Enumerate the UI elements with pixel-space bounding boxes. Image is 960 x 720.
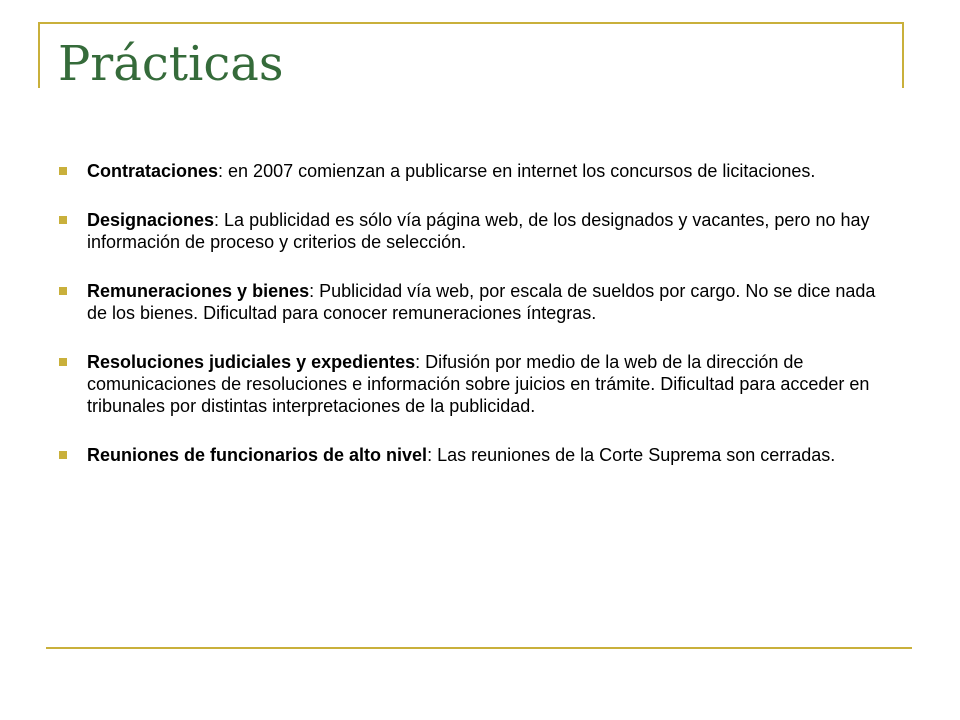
- bullet-term: Resoluciones judiciales y expedientes: [87, 352, 416, 372]
- slide-title: Prácticas: [58, 36, 284, 92]
- frame-bottom-line: [46, 647, 912, 649]
- square-bullet-icon: [59, 167, 67, 175]
- square-bullet-icon: [59, 451, 67, 459]
- bullet-text: : en 2007 comienzan a publicarse en internet los concursos de licitaciones.: [218, 161, 816, 181]
- bullet-item-designaciones: [59, 209, 899, 253]
- bullet-item-remuneraciones: [59, 280, 899, 324]
- bullet-item-reuniones: [59, 444, 899, 466]
- frame-top-line: [38, 22, 904, 24]
- bullet-text: : Las reuniones de la Corte Suprema son cerradas.: [427, 445, 836, 465]
- bullet-list: [59, 160, 899, 493]
- bullet-text: : Difusión por medio de la web de la dirección de comunicaciones de resoluciones e información sobre juicios en trámite. Dificultad para acceder en tribunales por distintas interpretaciones de la publicidad.: [87, 352, 870, 416]
- square-bullet-icon: [59, 358, 67, 366]
- square-bullet-icon: [59, 216, 67, 224]
- bullet-term: Reuniones de funcionarios de alto nivel: [87, 445, 428, 465]
- bullet-item-resoluciones: [59, 351, 899, 417]
- bullet-term: Remuneraciones y bienes: [87, 281, 310, 301]
- bullet-text: : La publicidad es sólo vía página web, de los designados y vacantes, pero no hay información de proceso y criterios de selección.: [87, 210, 870, 252]
- bullet-term: Contrataciones: [87, 161, 219, 181]
- frame-right-line: [902, 22, 904, 88]
- square-bullet-icon: [59, 287, 67, 295]
- bullet-term: Designaciones: [87, 210, 215, 230]
- bullet-text: : Publicidad vía web, por escala de sueldos por cargo. No se dice nada de los bienes. Dificultad para conocer remuneraciones íntegras.: [87, 281, 876, 323]
- bullet-item-contrataciones: [59, 160, 899, 182]
- frame-left-line: [38, 22, 40, 88]
